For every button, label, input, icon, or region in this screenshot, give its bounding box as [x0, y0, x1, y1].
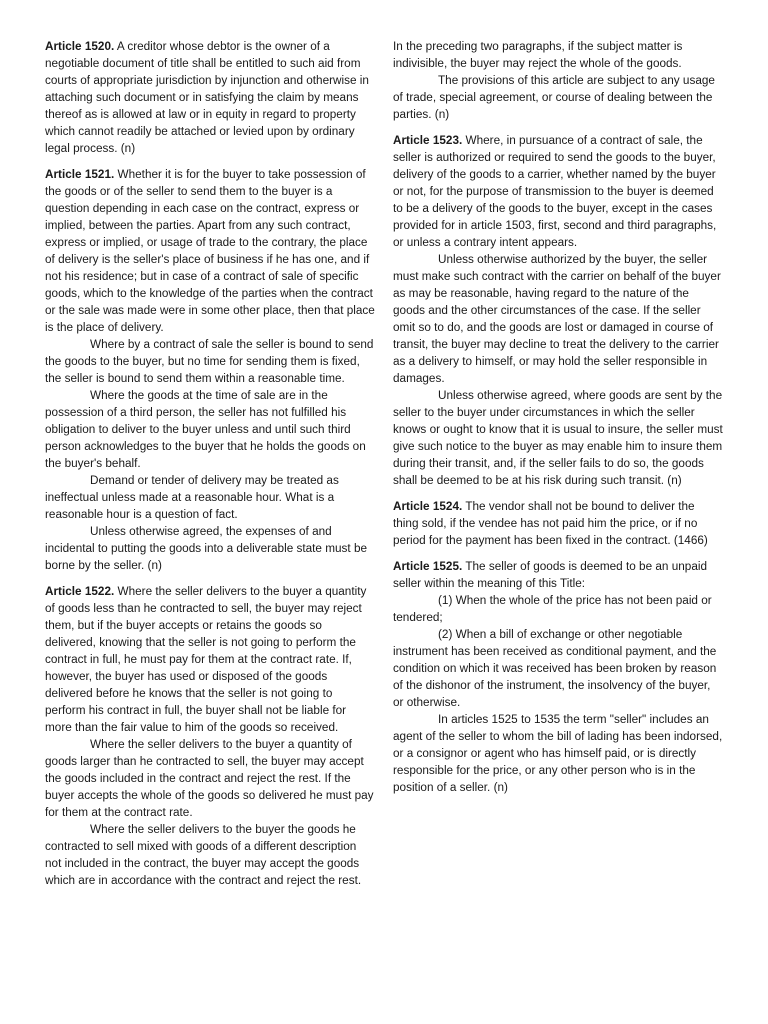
- article-paragraph: Demand or tender of delivery may be treated as ineffectual unless made at a reasonable hour. What is a reasonable hour is a question of fact.: [45, 474, 339, 521]
- article-paragraph: [393, 132, 723, 251]
- article-heading: Article 1524.: [393, 500, 463, 513]
- article-paragraph: Unless otherwise agreed, where goods are sent by the seller to the buyer under circumstances in which the seller knows or ought to know that it is usual to insure, the seller must give such notice to the buyer as may enable him to insure them during their transit, and, if the seller fails to do so, the goods shall be deemed to be at his risk during such transit. (n): [393, 389, 723, 487]
- article-heading: Article 1523.: [393, 134, 463, 147]
- article-paragraph: In articles 1525 to 1535 the term "seller" includes an agent of the seller to whom the bill of lading has been indorsed, or a consignor or agent who has himself paid, or is directly responsible for the price, or any other person who is in the position of a seller. (n): [393, 713, 723, 794]
- article-1525: [393, 558, 723, 796]
- article-1522: [45, 583, 375, 889]
- article-paragraph: [45, 583, 375, 736]
- article-paragraph: Where the seller delivers to the buyer the goods he contracted to sell mixed with goods of a different description not included in the contract, the buyer may accept the goods which are in accordance with the contract and reject the rest.: [45, 823, 362, 887]
- article-paragraph: [45, 166, 375, 336]
- article-text: The vendor shall not be bound to deliver the thing sold, if the vendee has not paid him the price, or if no period for the payment has been fixed in the contract. (1466): [393, 500, 708, 547]
- article-heading: Article 1521.: [45, 168, 115, 181]
- article-heading: Article 1525.: [393, 560, 463, 573]
- article-text: Whether it is for the buyer to take possession of the goods or of the seller to send them to the buyer is a question depending in each case on the contract, express or implied, between the parties. Apart from any such contract, express or implied, or usage of trade to the contrary, the place of delivery is the seller's place of business if he has one, and if not his residence; but in case of a contract of sale of specific goods, which to the knowledge of the parties when the contract or the sale was made were in some other place, then that place is the place of delivery.: [45, 168, 375, 334]
- article-heading: Article 1522.: [45, 585, 115, 598]
- article-text: Where the seller delivers to the buyer a quantity of goods less than he contracted to sell, the buyer may reject them, but if the buyer accepts or retains the goods so delivered, knowing that the seller is not going to perform the contract in full, he must pay for them at the contract rate. If, however, the buyer has used or disposed of the goods delivered before he knows that the seller is not going to perform his contract in full, the buyer shall not be liable for more than the fair value to him of the goods so received.: [45, 585, 367, 734]
- article-paragraph: Where by a contract of sale the seller is bound to send the goods to the buyer, but no time for sending them is fixed, the seller is bound to send them within a reasonable time.: [45, 338, 374, 385]
- article-heading: Article 1520.: [45, 40, 115, 53]
- article-text: The seller of goods is deemed to be an unpaid seller within the meaning of this Title:: [393, 560, 708, 590]
- left-column: [45, 38, 375, 898]
- article-paragraph: [393, 498, 723, 549]
- article-paragraph: In the preceding two paragraphs, if the subject matter is indivisible, the buyer may reject the whole of the goods.: [393, 40, 683, 70]
- article-1520: [45, 38, 375, 157]
- article-1521: [45, 166, 375, 574]
- article-paragraph: Where the seller delivers to the buyer a quantity of goods larger than he contracted to sell, the buyer may accept the goods included in the contract and reject the rest. If the buyer accepts the whole of the goods so delivered he must pay for them at the contract rate.: [45, 738, 374, 819]
- article-paragraph: The provisions of this article are subject to any usage of trade, special agreement, or course of dealing between the parties. (n): [393, 74, 715, 121]
- article-1523: [393, 132, 723, 489]
- article-paragraph: [45, 38, 375, 157]
- article-paragraph: Unless otherwise agreed, the expenses of and incidental to putting the goods into a deliverable state must be borne by the seller. (n): [45, 525, 368, 572]
- article-paragraph: (2) When a bill of exchange or other negotiable instrument has been received as conditional payment, and the condition on which it was received has been broken by reason of the dishonor of the instrument, the insolvency of the buyer, or otherwise.: [393, 628, 717, 709]
- article-paragraph: Unless otherwise authorized by the buyer, the seller must make such contract with the carrier on behalf of the buyer as may be reasonable, having regard to the nature of the goods and the other circumstances of the case. If the seller omit so to do, and the goods are lost or damaged in course of transit, the buyer may decline to treat the delivery to the carrier as a delivery to himself, or may hold the seller responsible in damages.: [393, 253, 721, 385]
- right-column: [393, 38, 723, 805]
- article-1524: [393, 498, 723, 549]
- article-paragraph: [393, 558, 723, 592]
- article-text: Where, in pursuance of a contract of sale, the seller is authorized or required to send the goods to the buyer, delivery of the goods to a carrier, whether named by the buyer or not, for the purpose of transmission to the buyer is deemed to be a delivery of the goods to the buyer, except in the cases provided for in article 1503, first, second and third paragraphs, or unless a contrary intent appears.: [393, 134, 717, 249]
- article-text: A creditor whose debtor is the owner of a negotiable document of title shall be entitled to such aid from courts of appropriate jurisdiction by injunction and otherwise in attaching such document or in satisfying the claim by means thereof as is allowed at law or in equity in regard to property which cannot readily be attached or levied upon by ordinary legal process. (n): [45, 40, 369, 155]
- article-paragraph: Where the goods at the time of sale are in the possession of a third person, the seller has not fulfilled his obligation to deliver to the buyer unless and until such third person acknowledges to the buyer that he holds the goods on the buyer's behalf.: [45, 389, 366, 470]
- article-paragraph: (1) When the whole of the price has not been paid or tendered;: [393, 594, 712, 624]
- article-1522-continued: [393, 38, 723, 123]
